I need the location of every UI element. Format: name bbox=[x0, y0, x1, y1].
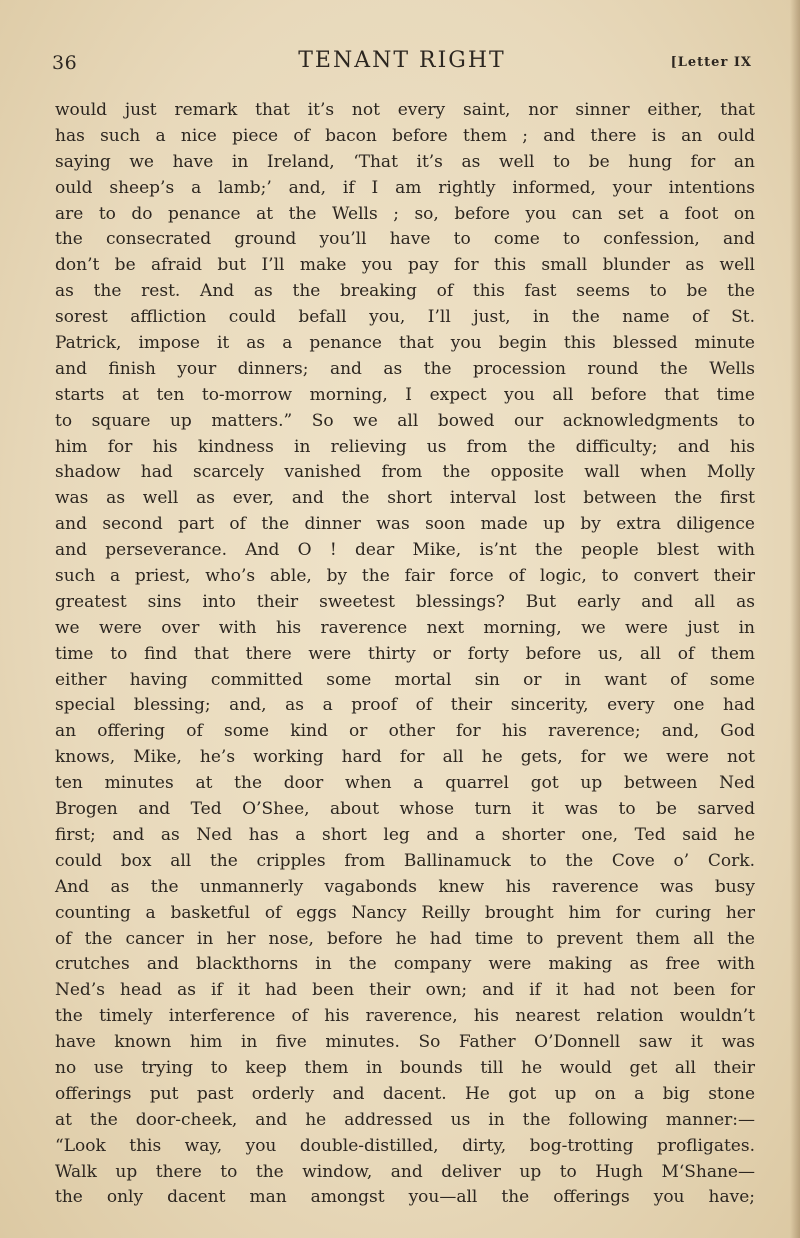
text-line: such a priest, who’s able, by the fair force of logic, to convert their bbox=[55, 566, 755, 587]
text-line: would just remark that it’s not every saint, nor sinner either, that bbox=[55, 100, 755, 120]
text-line: time to find that there were thirty or forty before us, all of them bbox=[55, 643, 755, 664]
text-line: and finish your dinners; and as the procession round the Wells bbox=[55, 358, 755, 379]
text-line: could box all the cripples from Ballinamuck to the Cove o’ Cork. bbox=[55, 850, 755, 871]
text-line: we were over with his raverence next morning, we were just in bbox=[55, 617, 755, 638]
text-line: him for his kindness in relieving us from the difficulty; and his bbox=[55, 436, 755, 457]
text-line: greatest sins into their sweetest blessings? But early and all as bbox=[55, 591, 755, 612]
text-line: and perseverance. And O ! dear Mike, is’nt the people blest with bbox=[55, 540, 755, 561]
text-line: sorest affliction could befall you, I’ll just, in the name of St. bbox=[55, 307, 755, 328]
text-line: as the rest. And as the breaking of this fast seems to be the bbox=[55, 281, 755, 302]
text-line: don’t be afraid but I’ll make you pay for this small blunder as well bbox=[55, 255, 755, 276]
letter-reference: [Letter IX bbox=[670, 55, 752, 70]
text-line: ould sheep’s a lamb;’ and, if I am rightly informed, your intentions bbox=[55, 177, 755, 198]
text-line: shadow had scarcely vanished from the opposite wall when Molly bbox=[55, 462, 755, 483]
text-line: are to do penance at the Wells ; so, before you can set a foot on bbox=[55, 203, 755, 224]
page-edge-shadow bbox=[790, 0, 800, 1238]
text-line: the timely interference of his raverence, his nearest relation wouldn’t bbox=[55, 1006, 755, 1027]
body-text bbox=[55, 98, 755, 1211]
text-line: to square up matters.” So we all bowed our acknowledgments to bbox=[55, 410, 755, 431]
running-title: TENANT RIGHT bbox=[298, 48, 506, 73]
text-line: has such a nice piece of bacon before them ; and there is an ould bbox=[55, 125, 755, 146]
text-line: ten minutes at the door when a quarrel got up between Ned bbox=[55, 773, 755, 794]
text-line: special blessing; and, as a proof of their sincerity, every one had bbox=[55, 695, 755, 716]
text-line: Ned’s head as if it had been their own; and if it had not been for bbox=[55, 980, 755, 1001]
page-number: 36 bbox=[52, 52, 78, 74]
text-line: and second part of the dinner was soon made up by extra diligence bbox=[55, 514, 755, 535]
text-line: starts at ten to-morrow morning, I expect you all before that time bbox=[55, 384, 755, 405]
text-line: crutches and blackthorns in the company were making as free with bbox=[55, 954, 755, 975]
text-line: knows, Mike, he’s working hard for all he gets, for we were not bbox=[55, 747, 755, 768]
text-line: first; and as Ned has a short leg and a shorter one, Ted said he bbox=[55, 824, 755, 845]
text-line: “Look this way, you double-distilled, dirty, bog-trotting profligates. bbox=[55, 1135, 755, 1156]
text-line: Patrick, impose it as a penance that you begin this blessed minute bbox=[55, 333, 755, 354]
text-line: no use trying to keep them in bounds till he would get all their bbox=[55, 1057, 755, 1078]
text-line: And as the unmannerly vagabonds knew his raverence was busy bbox=[55, 876, 755, 897]
text-line: have known him in five minutes. So Father O’Donnell saw it was bbox=[55, 1032, 755, 1053]
page-header bbox=[52, 48, 752, 80]
text-line: either having committed some mortal sin or in want of some bbox=[55, 669, 755, 690]
text-line: the only dacent man amongst you—all the offerings you have; bbox=[55, 1187, 755, 1208]
text-line: Walk up there to the window, and deliver up to Hugh M‘Shane— bbox=[55, 1161, 755, 1182]
text-line: was as well as ever, and the short interval lost between the first bbox=[55, 488, 755, 509]
text-line: offerings put past orderly and dacent. He got up on a big stone bbox=[55, 1083, 755, 1104]
text-line: saying we have in Ireland, ‘That it’s as well to be hung for an bbox=[55, 151, 755, 172]
text-line: at the door-cheek, and he addressed us in the following manner:— bbox=[55, 1109, 755, 1130]
text-line: Brogen and Ted O’Shee, about whose turn it was to be sarved bbox=[55, 799, 755, 820]
text-line: counting a basketful of eggs Nancy Reilly brought him for curing her bbox=[55, 902, 755, 923]
text-line: of the cancer in her nose, before he had time to prevent them all the bbox=[55, 928, 755, 949]
text-line: an offering of some kind or other for his raverence; and, God bbox=[55, 721, 755, 742]
text-line: the consecrated ground you’ll have to come to confession, and bbox=[55, 229, 755, 250]
